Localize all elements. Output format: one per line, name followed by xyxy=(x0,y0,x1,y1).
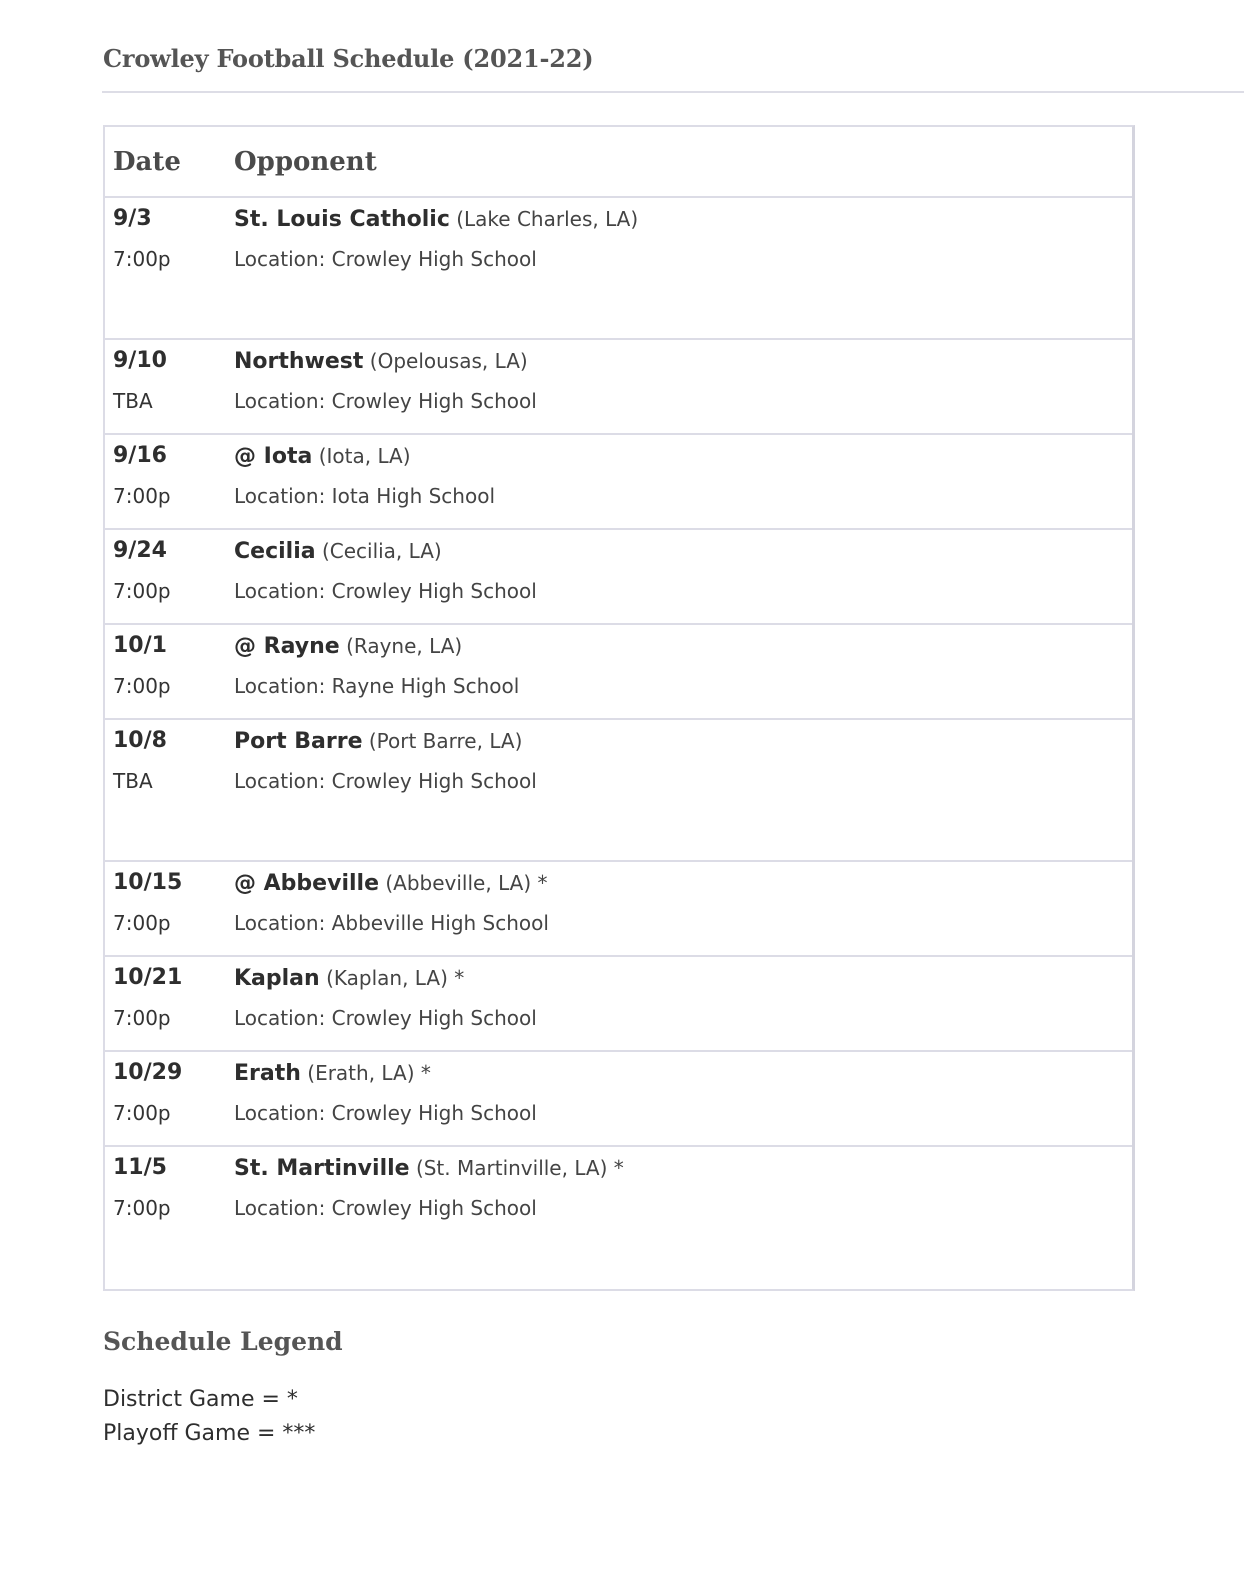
page-title: Crowley Football Schedule (2021-22) xyxy=(103,44,594,73)
game-location: Location: Crowley High School xyxy=(234,1196,537,1220)
table-row xyxy=(105,198,1132,340)
game-date: 10/29 xyxy=(113,1060,183,1085)
game-date: 9/16 xyxy=(113,443,167,468)
table-row xyxy=(105,435,1132,530)
opponent-name: Cecilia xyxy=(234,539,316,564)
opponent-column-header: Opponent xyxy=(234,146,377,177)
opponent-name: St. Martinville xyxy=(234,1156,410,1181)
legend-title: Schedule Legend xyxy=(103,1327,343,1356)
table-row xyxy=(105,862,1132,957)
game-time: 7:00p xyxy=(113,579,171,603)
game-location: Location: Rayne High School xyxy=(234,674,520,698)
game-location: Location: Abbeville High School xyxy=(234,911,549,935)
opponent-city: (Port Barre, LA) xyxy=(368,729,523,753)
game-date: 10/21 xyxy=(113,965,183,990)
game-location: Location: Crowley High School xyxy=(234,247,537,271)
opponent-city: (Cecilia, LA) xyxy=(321,539,442,563)
game-location: Location: Crowley High School xyxy=(234,579,537,603)
game-date: 9/3 xyxy=(113,206,152,231)
game-date: 10/8 xyxy=(113,728,167,753)
district-marker: * xyxy=(537,871,548,895)
table-row xyxy=(105,1052,1132,1147)
table-row xyxy=(105,1147,1132,1289)
opponent-name: Port Barre xyxy=(234,729,363,754)
game-location: Location: Crowley High School xyxy=(234,1006,537,1030)
table-row xyxy=(105,625,1132,720)
game-time: 7:00p xyxy=(113,674,171,698)
opponent-name: Kaplan xyxy=(234,966,320,991)
opponent-city: (Erath, LA) xyxy=(307,1061,415,1085)
schedule-table xyxy=(103,125,1135,1291)
game-time: 7:00p xyxy=(113,1101,171,1125)
opponent-name: Erath xyxy=(234,1061,301,1086)
table-row xyxy=(105,340,1132,435)
title-divider xyxy=(102,91,1244,93)
opponent-city: (Abbeville, LA) xyxy=(385,871,532,895)
opponent-city: (Opelousas, LA) xyxy=(369,349,528,373)
game-location: Location: Crowley High School xyxy=(234,769,537,793)
district-marker: * xyxy=(420,1061,431,1085)
game-date: 10/1 xyxy=(113,633,167,658)
game-time: 7:00p xyxy=(113,484,171,508)
game-time: 7:00p xyxy=(113,247,171,271)
legend-item-playoff: Playoff Game = *** xyxy=(103,1421,316,1446)
table-header-row xyxy=(105,127,1132,198)
game-time: 7:00p xyxy=(113,1006,171,1030)
opponent-city: (Kaplan, LA) xyxy=(326,966,448,990)
game-date: 9/10 xyxy=(113,348,167,373)
game-time: 7:00p xyxy=(113,1196,171,1220)
table-row xyxy=(105,957,1132,1052)
opponent-name: @ Iota xyxy=(234,444,313,469)
district-marker: * xyxy=(613,1156,624,1180)
game-date: 11/5 xyxy=(113,1155,167,1180)
opponent-name: @ Rayne xyxy=(234,634,340,659)
opponent-city: (St. Martinville, LA) xyxy=(415,1156,608,1180)
game-location: Location: Iota High School xyxy=(234,484,495,508)
district-marker: * xyxy=(454,966,465,990)
game-date: 9/24 xyxy=(113,538,167,563)
game-location: Location: Crowley High School xyxy=(234,1101,537,1125)
opponent-city: (Iota, LA) xyxy=(318,444,411,468)
table-row xyxy=(105,720,1132,862)
game-location: Location: Crowley High School xyxy=(234,389,537,413)
table-row xyxy=(105,530,1132,625)
game-date: 10/15 xyxy=(113,870,183,895)
opponent-city: (Rayne, LA) xyxy=(346,634,463,658)
opponent-name: @ Abbeville xyxy=(234,871,379,896)
date-column-header: Date xyxy=(113,146,181,177)
legend-list xyxy=(103,1383,315,1451)
game-time: TBA xyxy=(113,769,153,793)
game-time: 7:00p xyxy=(113,911,171,935)
game-time: TBA xyxy=(113,389,153,413)
legend-item-district: District Game = * xyxy=(103,1387,298,1412)
opponent-name: St. Louis Catholic xyxy=(234,207,450,232)
opponent-city: (Lake Charles, LA) xyxy=(456,207,639,231)
opponent-name: Northwest xyxy=(234,349,364,374)
